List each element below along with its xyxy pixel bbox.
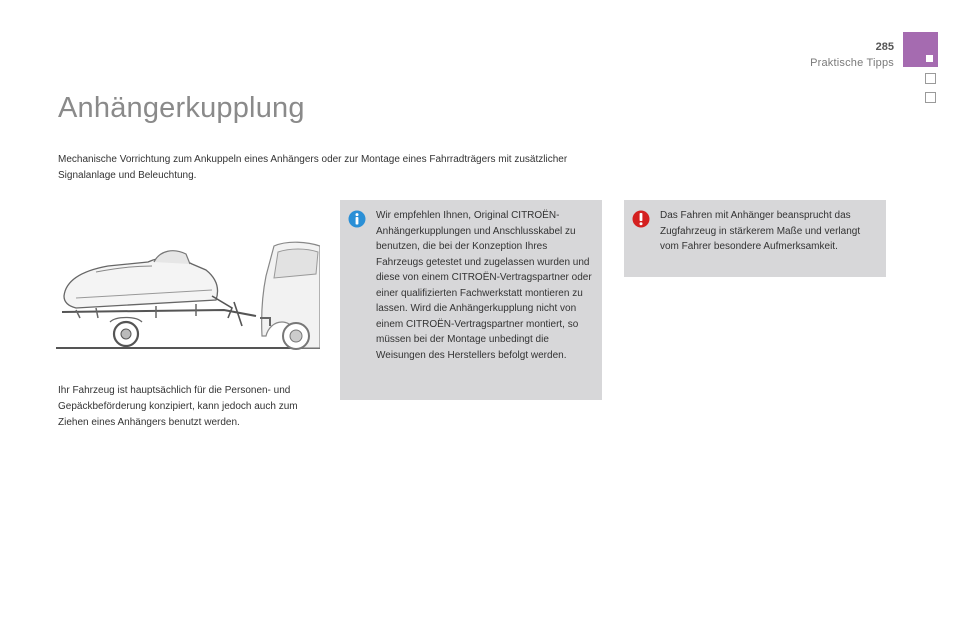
warning-panel-text: Das Fahren mit Anhänger beansprucht das Zugfahrzeug in stärkerem Maße und verlangt vom Fahrer besondere Aufmerksamkeit.	[660, 210, 861, 252]
section-name: Praktische Tipps	[810, 57, 894, 69]
info-panel-text: Wir empfehlen Ihnen, Original CITROËN-Anhängerkupplungen und Anschlusskabel zu benutzen, die bei der Konzeption Ihres Fahrzeugs getestet und zugelassen wurden und diese von einem CITROËN-Vertragspartner oder einer qualifizierten Fachwerkstatt montieren zu lassen. Wird die Anhängerkupplung nicht von einem CITROËN-Vertragspartner montiert, so müssen bei der Montage unbedingt die Weisungen des Herstellers befolgt werden.	[376, 210, 592, 361]
page-title: Anhängerkupplung	[58, 92, 305, 124]
info-icon	[348, 210, 366, 228]
page-number: 285	[875, 41, 894, 53]
nav-square-1[interactable]	[925, 73, 936, 84]
info-panel	[340, 200, 602, 400]
trailer-with-jet-ski-illustration	[56, 226, 320, 356]
warning-panel	[624, 200, 886, 277]
nav-square-2[interactable]	[925, 92, 936, 103]
intro-text: Mechanische Vorrichtung zum Ankuppeln eines Anhängers oder zur Montage eines Fahrradträgers mit zusätzlicher Signalanlage und Beleuchtung.	[58, 154, 568, 181]
usage-text: Ihr Fahrzeug ist hauptsächlich für die Personen- und Gepäckbeförderung konzipiert, kann jedoch auch zum Ziehen eines Anhängers benutzt werden.	[58, 385, 298, 428]
warning-icon	[632, 210, 650, 228]
chapter-tab-marker	[926, 55, 933, 62]
chapter-tab[interactable]	[903, 32, 938, 67]
